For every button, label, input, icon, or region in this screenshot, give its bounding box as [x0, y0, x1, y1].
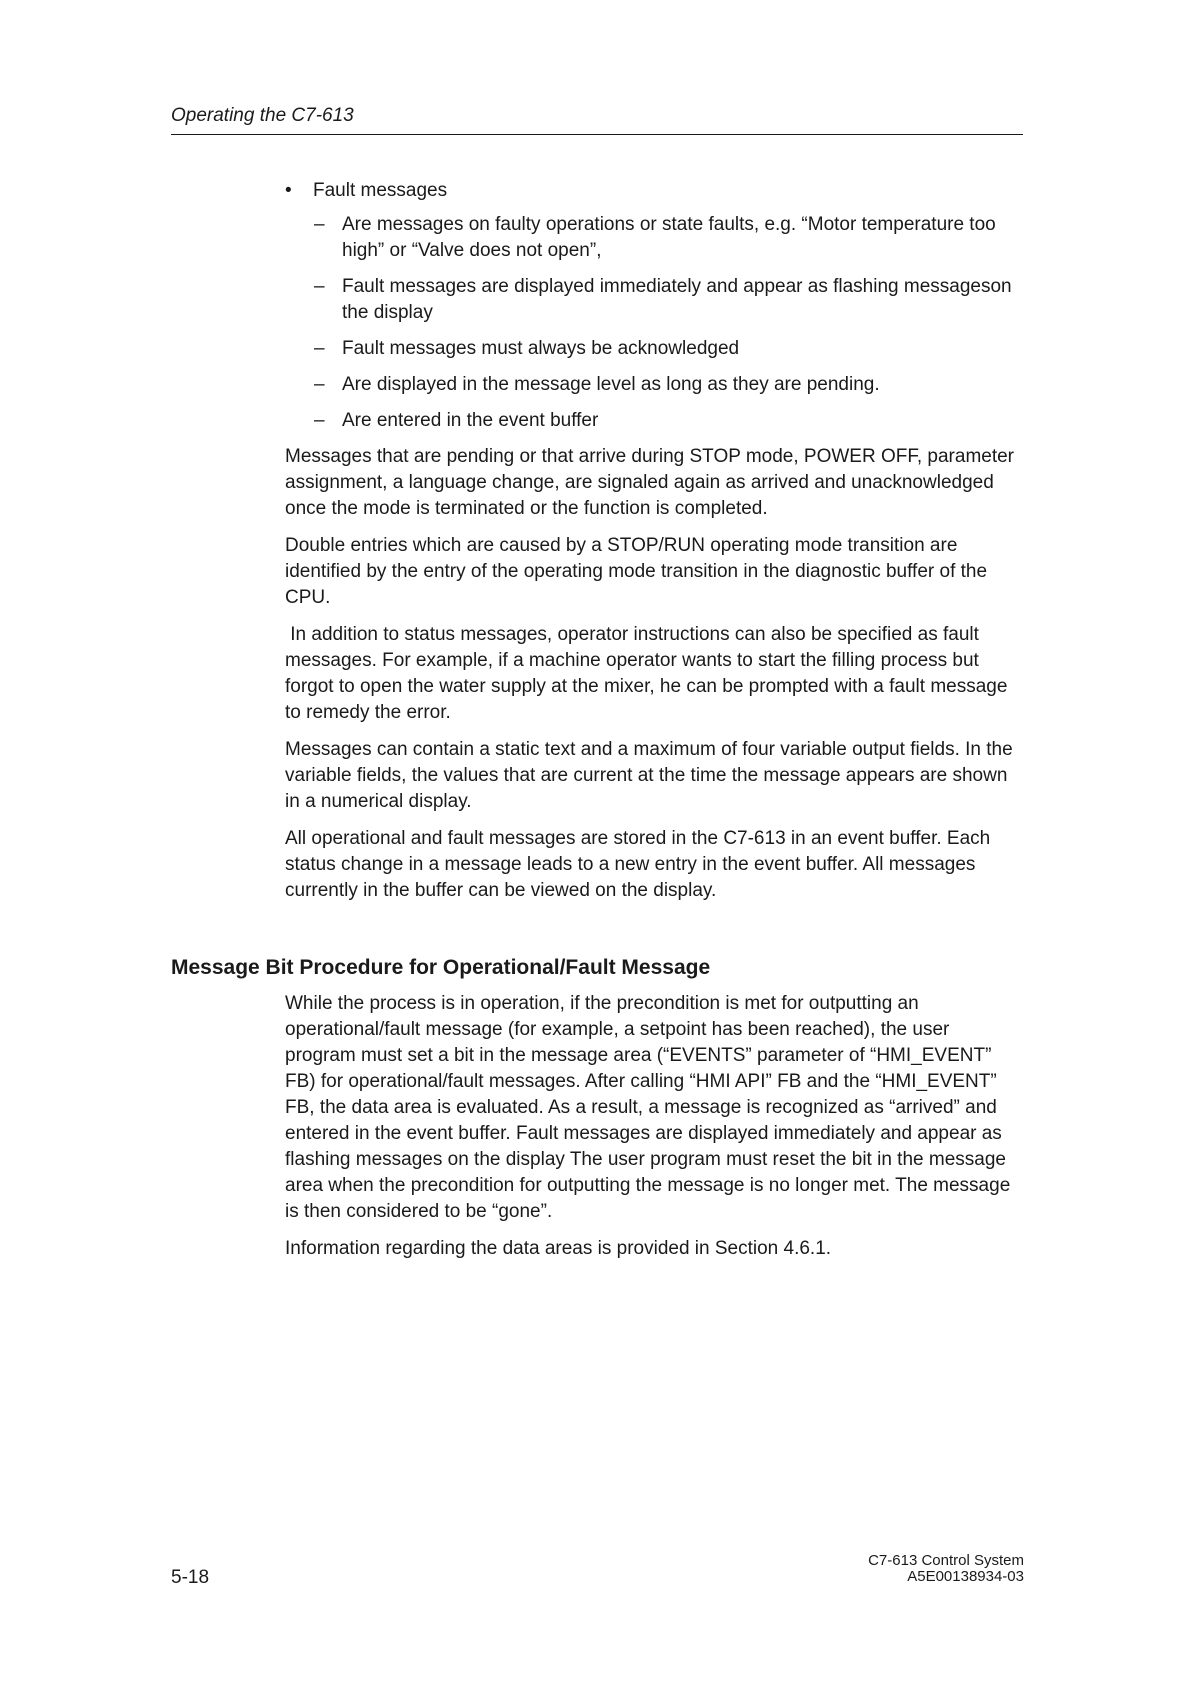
sub-item: [285, 274, 1025, 326]
page-header: [171, 104, 1023, 135]
bullet-mark: •: [285, 180, 292, 201]
dash-mark: –: [314, 338, 325, 359]
page-number: 5-18: [171, 1567, 210, 1588]
paragraph: Messages can contain a static text and a maximum of four variable output fields. In the variable fields, the values that are current at the time the message appears are shown in a numerical display.: [285, 739, 1013, 812]
sub-item: [285, 212, 1025, 264]
bullet-label: Fault messages: [313, 180, 448, 201]
sub-item: [285, 336, 1025, 362]
footer-document-info: [868, 1553, 1024, 1585]
sub-item: [285, 372, 1025, 398]
main-content: [285, 178, 1025, 915]
sub-item-text: Are messages on faulty operations or state faults, e.g. “Motor temperature too high” or “Valve does not open”,: [342, 214, 996, 261]
header-title: Operating the C7-613: [171, 105, 354, 126]
dash-mark: –: [314, 276, 325, 297]
paragraph: Messages that are pending or that arrive during STOP mode, POWER OFF, parameter assignment, a language change, are signaled again as arrived and unacknowledged once the mode is terminated or the function is completed.: [285, 446, 1015, 519]
dash-mark: –: [314, 374, 325, 395]
sub-item-text: Fault messages must always be acknowledged: [342, 338, 740, 359]
paragraph: All operational and fault messages are stored in the C7-613 in an event buffer. Each status change in a message leads to a new entry in the event buffer. All messages currently in the buffer can be viewed on the display.: [285, 828, 991, 901]
sub-item-text: Fault messages are displayed immediately and appear as flashing messageson the display: [342, 276, 1012, 323]
section-content: [285, 991, 1025, 1273]
paragraph: Information regarding the data areas is provided in Section 4.6.1.: [285, 1238, 832, 1259]
sub-item-text: Are displayed in the message level as long as they are pending.: [342, 374, 880, 395]
section-heading: Message Bit Procedure for Operational/Fault Message: [171, 956, 711, 979]
paragraph: Double entries which are caused by a STOP/RUN operating mode transition are identified by the entry of the operating mode transition in the diagnostic buffer of the CPU.: [285, 535, 988, 608]
dash-mark: –: [314, 214, 325, 235]
dash-mark: –: [314, 410, 325, 431]
sub-item: [285, 408, 1025, 434]
bullet-item-fault-messages: [285, 178, 1025, 204]
footer-product: C7-613 Control System: [868, 1552, 1024, 1569]
paragraph: While the process is in operation, if the precondition is met for outputting an operational/fault message (for example, a setpoint has been reached), the user program must set a bit in the message area (“EVENTS” parameter of “HMI_EVENT” FB) for operational/fault messages. After calling “HMI API” FB and the “HMI_EVENT” FB, the data area is evaluated. As a result, a message is recognized as “arrived” and entered in the event buffer. Fault messages are displayed immediately and appear as flashing messages on the display The user program must reset the bit in the message area when the precondition for outputting the message is no longer met. The message is then considered to be “gone”.: [285, 993, 1011, 1222]
footer-doc-id: A5E00138934-03: [907, 1568, 1024, 1585]
sub-item-text: Are entered in the event buffer: [342, 410, 599, 431]
paragraph: In addition to status messages, operator instructions can also be specified as fault messages. For example, if a machine operator wants to start the filling process but forgot to open the water supply at the mixer, he can be prompted with a fault message to remedy the error.: [285, 624, 1013, 723]
